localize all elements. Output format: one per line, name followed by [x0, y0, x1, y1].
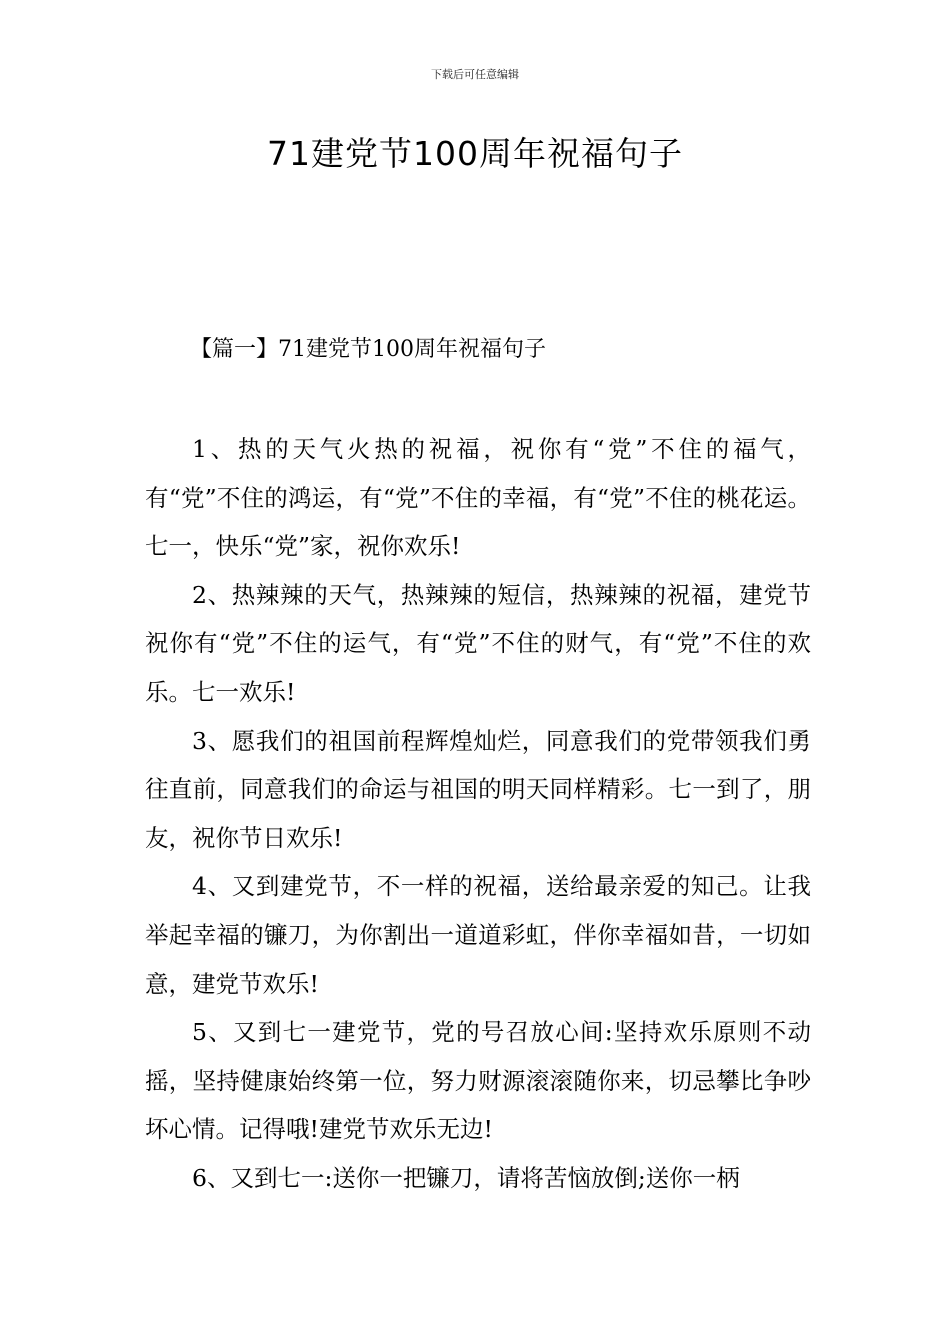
document-title: 71建党节100周年祝福句子 — [267, 134, 683, 173]
paragraph-6: 6、又到七一:送你一把镰刀，请将苦恼放倒;送你一柄 — [192, 1163, 740, 1192]
paragraph-3: 3、愿我们的祖国前程辉煌灿烂，同意我们的党带领我们勇往直前，同意我们的命运与祖国的明天同样精彩。七一到了，朋友，祝你节日欢乐! — [145, 726, 811, 852]
paragraph-2: 2、热辣辣的天气，热辣辣的短信，热辣辣的祝福，建党节祝你有“党”不住的运气，有“党”不住的财气，有“党”不住的欢乐。七一欢乐! — [145, 580, 811, 706]
section-heading: 【篇一】71建党节100周年祝福句子 — [190, 337, 546, 362]
paragraph-5: 5、又到七一建党节，党的号召放心间:坚持欢乐原则不动摇，坚持健康始终第一位，努力财源滚滚随你来，切忌攀比争吵坏心情。记得哦!建党节欢乐无边! — [145, 1018, 811, 1144]
paragraph-1: 1、热的天气火热的祝福，祝你有“党”不住的福气，有“党”不住的鸿运，有“党”不住的幸福，有“党”不住的桃花运。七一，快乐“党”家，祝你欢乐! — [145, 435, 811, 561]
paragraph-4: 4、又到建党节，不一样的祝福，送给最亲爱的知己。让我举起幸福的镰刀，为你割出一道道彩虹，伴你幸福如昔，一切如意，建党节欢乐! — [145, 872, 811, 998]
header-note: 下载后可任意编辑 — [431, 68, 519, 81]
body-text — [145, 425, 811, 1203]
